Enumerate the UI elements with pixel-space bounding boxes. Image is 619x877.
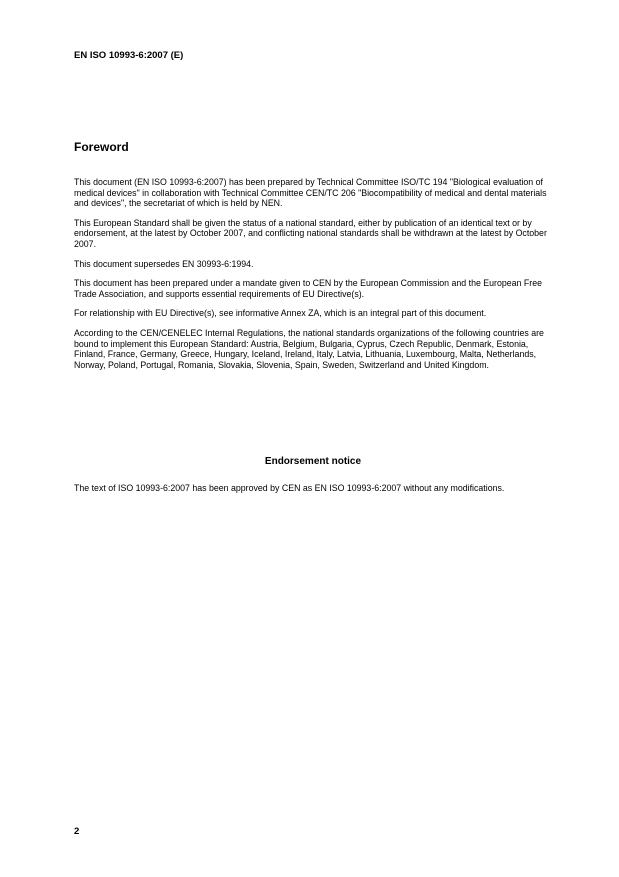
endorsement-paragraph: The text of ISO 10993-6:2007 has been approved by CEN as EN ISO 10993-6:2007 without any modifications. xyxy=(74,483,505,493)
foreword-paragraph-1: This document (EN ISO 10993-6:2007) has been prepared by Technical Committee ISO/TC 194 "Biological evaluation of medical devices" in collaboration with Technical Committee CEN/TC 206 "Biocompatibility of medical and dental materials and devices", the secretariat of which is held by NEN. xyxy=(74,177,547,209)
foreword-body xyxy=(74,177,554,379)
endorsement-heading: Endorsement notice xyxy=(264,456,362,467)
page-number: 2 xyxy=(74,826,80,837)
foreword-heading: Foreword xyxy=(74,140,129,154)
foreword-paragraph-4: This document has been prepared under a mandate given to CEN by the European Commission and the European Free Trade Association, and supports essential requirements of EU Directive(s). xyxy=(74,278,542,299)
document-header: EN ISO 10993-6:2007 (E) xyxy=(74,50,184,61)
foreword-paragraph-2: This European Standard shall be given the status of a national standard, either by publication of an identical text or by endorsement, at the latest by October 2007, and conflicting national standards shall be withdrawn at the latest by October 2007. xyxy=(74,217,547,249)
foreword-paragraph-3: This document supersedes EN 30993-6:1994. xyxy=(74,258,254,269)
foreword-paragraph-6: According to the CEN/CENELEC Internal Regulations, the national standards organizations of the following countries are bound to implement this European Standard: Austria, Belgium, Bulgaria, Cyprus, Czech Republic, Denmark, Estonia, Finland, France, Germany, Greece, Hungary, Iceland, Ireland, Italy, Latvia, Lithuania, Luxembourg, Malta, Netherlands, Norway, Poland, Portugal, Romania, Slovakia, Slovenia, Spain, Sweden, Switzerland and United Kingdom. xyxy=(74,327,544,370)
foreword-paragraph-5: For relationship with EU Directive(s), see informative Annex ZA, which is an integral part of this document. xyxy=(74,308,487,319)
